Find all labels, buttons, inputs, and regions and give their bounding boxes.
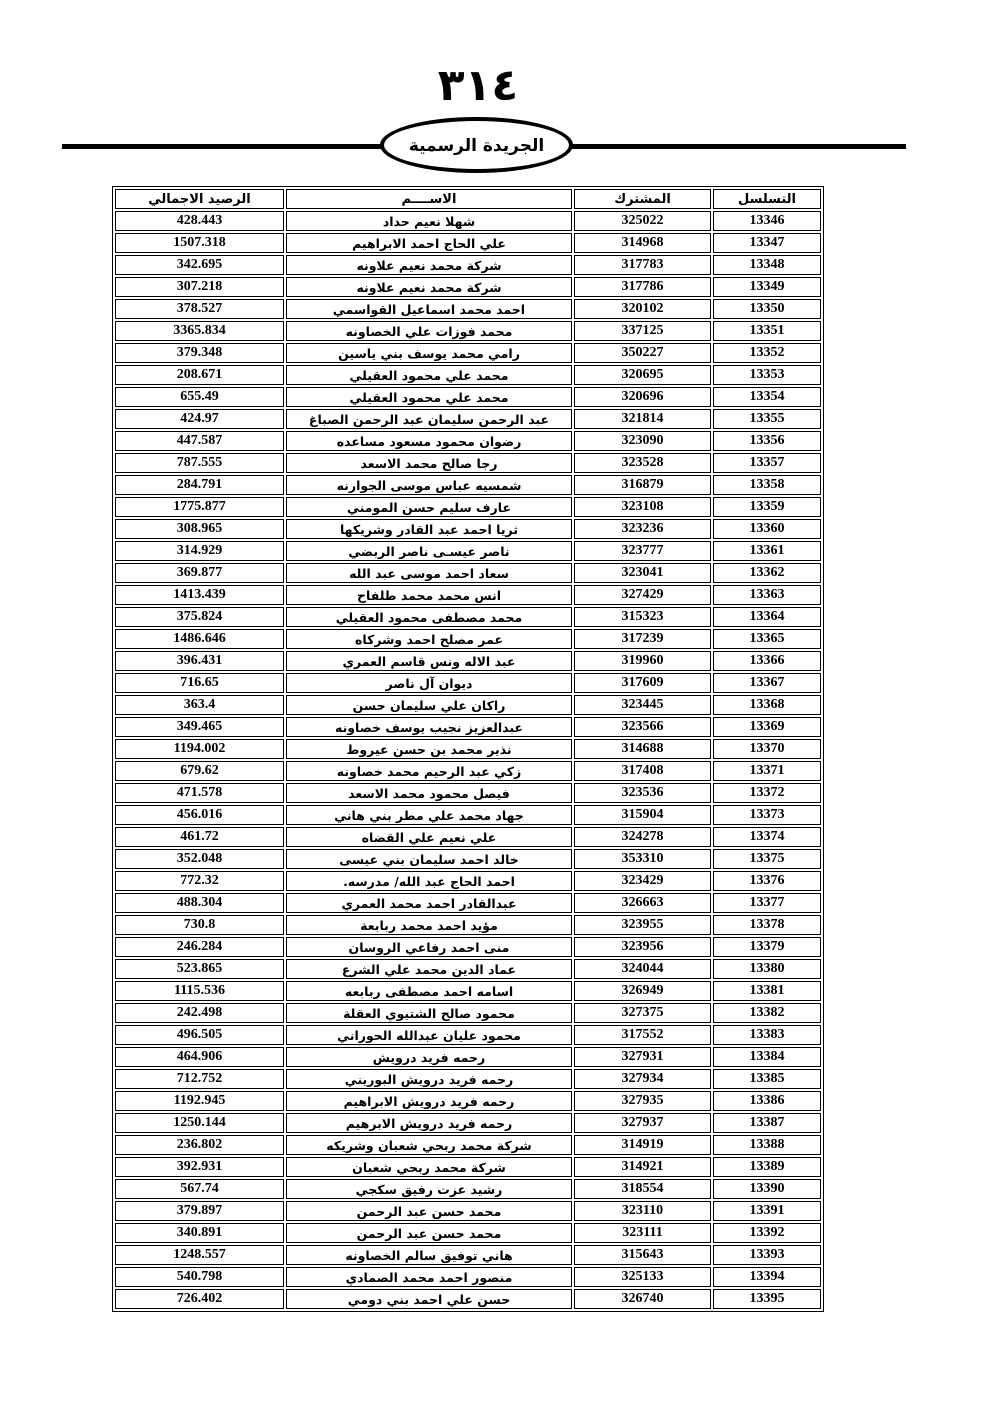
cell-subscriber: 316879 <box>574 475 711 495</box>
cell-balance: 424.97 <box>115 409 284 429</box>
cell-subscriber: 317239 <box>574 629 711 649</box>
cell-name: محمد حسن عبد الرحمن <box>286 1201 572 1221</box>
table-row <box>115 1113 821 1133</box>
cell-name: ناصر عيسـى ناصر الربضي <box>286 541 572 561</box>
cell-name: رجا صالح محمد الاسعد <box>286 453 572 473</box>
cell-serial: 13364 <box>713 607 821 627</box>
cell-subscriber: 317609 <box>574 673 711 693</box>
cell-name: حسن علي احمد بني دومي <box>286 1289 572 1309</box>
table-row <box>115 717 821 737</box>
cell-balance: 488.304 <box>115 893 284 913</box>
cell-subscriber: 318554 <box>574 1179 711 1199</box>
cell-serial: 13369 <box>713 717 821 737</box>
cell-serial: 13375 <box>713 849 821 869</box>
table-row <box>115 1289 821 1309</box>
cell-name: شركة محمد ربحي شعبان وشريكه <box>286 1135 572 1155</box>
cell-subscriber: 317783 <box>574 255 711 275</box>
cell-balance: 428.443 <box>115 211 284 231</box>
table-row <box>115 299 821 319</box>
column-header-name: الاســــم <box>286 189 572 209</box>
cell-balance: 284.791 <box>115 475 284 495</box>
cell-name: عمر مصلح احمد وشركاه <box>286 629 572 649</box>
cell-serial: 13354 <box>713 387 821 407</box>
cell-subscriber: 323955 <box>574 915 711 935</box>
cell-balance: 471.578 <box>115 783 284 803</box>
cell-balance: 716.65 <box>115 673 284 693</box>
cell-subscriber: 323429 <box>574 871 711 891</box>
cell-serial: 13380 <box>713 959 821 979</box>
cell-subscriber: 323110 <box>574 1201 711 1221</box>
cell-name: رحمه فريد درويش البوريني <box>286 1069 572 1089</box>
cell-name: سعاد احمد موسى عبد الله <box>286 563 572 583</box>
cell-serial: 13355 <box>713 409 821 429</box>
table-row <box>115 453 821 473</box>
cell-name: نذير محمد بن حسن عيروط <box>286 739 572 759</box>
cell-serial: 13376 <box>713 871 821 891</box>
cell-serial: 13365 <box>713 629 821 649</box>
cell-balance: 308.965 <box>115 519 284 539</box>
table-row <box>115 1003 821 1023</box>
cell-serial: 13358 <box>713 475 821 495</box>
cell-name: احمد محمد اسماعيل القواسمي <box>286 299 572 319</box>
cell-name: عبد الرحمن سليمان عبد الرحمن الصباغ <box>286 409 572 429</box>
cell-serial: 13392 <box>713 1223 821 1243</box>
cell-serial: 13390 <box>713 1179 821 1199</box>
table-row <box>115 673 821 693</box>
cell-serial: 13383 <box>713 1025 821 1045</box>
cell-serial: 13379 <box>713 937 821 957</box>
cell-subscriber: 327934 <box>574 1069 711 1089</box>
cell-balance: 3365.834 <box>115 321 284 341</box>
cell-balance: 349.465 <box>115 717 284 737</box>
cell-subscriber: 315643 <box>574 1245 711 1265</box>
cell-balance: 379.348 <box>115 343 284 363</box>
cell-subscriber: 327937 <box>574 1113 711 1133</box>
cell-subscriber: 323108 <box>574 497 711 517</box>
cell-subscriber: 323528 <box>574 453 711 473</box>
cell-name: علي الحاج احمد الابراهيم <box>286 233 572 253</box>
cell-name: شركة محمد ربحي شعبان <box>286 1157 572 1177</box>
table-row <box>115 607 821 627</box>
cell-balance: 375.824 <box>115 607 284 627</box>
table-row <box>115 695 821 715</box>
cell-subscriber: 323111 <box>574 1223 711 1243</box>
table-row <box>115 541 821 561</box>
cell-subscriber: 314968 <box>574 233 711 253</box>
cell-name: عماد الدين محمد علي الشرع <box>286 959 572 979</box>
cell-subscriber: 314688 <box>574 739 711 759</box>
cell-balance: 447.587 <box>115 431 284 451</box>
cell-balance: 679.62 <box>115 761 284 781</box>
cell-serial: 13372 <box>713 783 821 803</box>
cell-balance: 712.752 <box>115 1069 284 1089</box>
cell-serial: 13346 <box>713 211 821 231</box>
cell-balance: 246.284 <box>115 937 284 957</box>
table-row <box>115 849 821 869</box>
table-row <box>115 1069 821 1089</box>
table-row <box>115 1047 821 1067</box>
cell-subscriber: 324278 <box>574 827 711 847</box>
table-row <box>115 497 821 517</box>
cell-balance: 1413.439 <box>115 585 284 605</box>
cell-subscriber: 323956 <box>574 937 711 957</box>
table-row <box>115 915 821 935</box>
cell-balance: 208.671 <box>115 365 284 385</box>
cell-subscriber: 327931 <box>574 1047 711 1067</box>
cell-subscriber: 323777 <box>574 541 711 561</box>
cell-subscriber: 323236 <box>574 519 711 539</box>
cell-serial: 13350 <box>713 299 821 319</box>
cell-serial: 13349 <box>713 277 821 297</box>
cell-subscriber: 323090 <box>574 431 711 451</box>
cell-serial: 13356 <box>713 431 821 451</box>
cell-serial: 13371 <box>713 761 821 781</box>
cell-name: ديوان آل ناصر <box>286 673 572 693</box>
column-header-balance: الرصيد الاجمالي <box>115 189 284 209</box>
cell-subscriber: 323536 <box>574 783 711 803</box>
table-row <box>115 1025 821 1045</box>
cell-name: ثريا احمد عبد القادر وشريكها <box>286 519 572 539</box>
cell-serial: 13377 <box>713 893 821 913</box>
cell-balance: 726.402 <box>115 1289 284 1309</box>
cell-subscriber: 320695 <box>574 365 711 385</box>
cell-balance: 340.891 <box>115 1223 284 1243</box>
cell-balance: 496.505 <box>115 1025 284 1045</box>
cell-subscriber: 317786 <box>574 277 711 297</box>
cell-balance: 369.877 <box>115 563 284 583</box>
table-row <box>115 409 821 429</box>
cell-subscriber: 353310 <box>574 849 711 869</box>
cell-serial: 13384 <box>713 1047 821 1067</box>
cell-name: منصور احمد محمد الصمادي <box>286 1267 572 1287</box>
cell-name: رشيد عزت رفيق سكجي <box>286 1179 572 1199</box>
cell-name: هاني توفيق سالم الخصاونه <box>286 1245 572 1265</box>
table-row <box>115 1157 821 1177</box>
cell-balance: 1192.945 <box>115 1091 284 1111</box>
cell-balance: 392.931 <box>115 1157 284 1177</box>
cell-balance: 378.527 <box>115 299 284 319</box>
cell-serial: 13388 <box>713 1135 821 1155</box>
table-row <box>115 1135 821 1155</box>
cell-balance: 655.49 <box>115 387 284 407</box>
cell-serial: 13353 <box>713 365 821 385</box>
cell-balance: 396.431 <box>115 651 284 671</box>
cell-balance: 464.906 <box>115 1047 284 1067</box>
cell-balance: 456.016 <box>115 805 284 825</box>
cell-serial: 13347 <box>713 233 821 253</box>
table-row <box>115 959 821 979</box>
table-row <box>115 1223 821 1243</box>
cell-serial: 13359 <box>713 497 821 517</box>
table-row <box>115 761 821 781</box>
table-row <box>115 893 821 913</box>
column-header-subscriber: المشترك <box>574 189 711 209</box>
cell-balance: 314.929 <box>115 541 284 561</box>
cell-balance: 1115.536 <box>115 981 284 1001</box>
cell-name: احمد الحاج عبد الله/ مدرسه. <box>286 871 572 891</box>
cell-serial: 13394 <box>713 1267 821 1287</box>
cell-name: رحمه فريد درويش الابرهيم <box>286 1113 572 1133</box>
cell-serial: 13393 <box>713 1245 821 1265</box>
table-row <box>115 519 821 539</box>
table-row <box>115 1267 821 1287</box>
cell-balance: 1248.557 <box>115 1245 284 1265</box>
table-row <box>115 1179 821 1199</box>
subscribers-table <box>112 186 824 1312</box>
cell-serial: 13367 <box>713 673 821 693</box>
cell-subscriber: 315323 <box>574 607 711 627</box>
table-row <box>115 783 821 803</box>
page-number: ٣١٤ <box>437 60 519 111</box>
cell-serial: 13357 <box>713 453 821 473</box>
table-row <box>115 277 821 297</box>
table-row <box>115 233 821 253</box>
cell-balance: 1194.002 <box>115 739 284 759</box>
cell-subscriber: 323445 <box>574 695 711 715</box>
cell-name: محمد علي محمود العقيلي <box>286 387 572 407</box>
cell-serial: 13382 <box>713 1003 821 1023</box>
cell-subscriber: 319960 <box>574 651 711 671</box>
table-row <box>115 211 821 231</box>
cell-name: محمود عليان عبدالله الحوراني <box>286 1025 572 1045</box>
table-row <box>115 431 821 451</box>
table-row <box>115 1201 821 1221</box>
table-row <box>115 475 821 495</box>
cell-name: جهاد محمد علي مطر بني هاني <box>286 805 572 825</box>
cell-balance: 1775.877 <box>115 497 284 517</box>
cell-serial: 13381 <box>713 981 821 1001</box>
cell-balance: 242.498 <box>115 1003 284 1023</box>
cell-serial: 13387 <box>713 1113 821 1133</box>
cell-subscriber: 327429 <box>574 585 711 605</box>
cell-name: محمد مصطفى محمود العقيلي <box>286 607 572 627</box>
table-row <box>115 651 821 671</box>
table-row <box>115 739 821 759</box>
cell-name: منى احمد رفاعي الروسان <box>286 937 572 957</box>
table-row <box>115 827 821 847</box>
cell-serial: 13385 <box>713 1069 821 1089</box>
cell-serial: 13395 <box>713 1289 821 1309</box>
cell-name: محمد علي محمود العقيلي <box>286 365 572 385</box>
table-body <box>115 211 821 1309</box>
cell-serial: 13373 <box>713 805 821 825</box>
cell-subscriber: 325022 <box>574 211 711 231</box>
table-header-row <box>115 189 821 209</box>
cell-name: رضوان محمود مسعود مساعده <box>286 431 572 451</box>
cell-serial: 13348 <box>713 255 821 275</box>
cell-name: شمسيه عباس موسى الجوارنه <box>286 475 572 495</box>
cell-balance: 342.695 <box>115 255 284 275</box>
column-header-serial: التسلسل <box>713 189 821 209</box>
cell-subscriber: 321814 <box>574 409 711 429</box>
cell-name: زكي عبد الرحيم محمد خصاونه <box>286 761 572 781</box>
table-row <box>115 321 821 341</box>
cell-balance: 1507.318 <box>115 233 284 253</box>
cell-balance: 363.4 <box>115 695 284 715</box>
cell-subscriber: 315904 <box>574 805 711 825</box>
cell-name: علي نعيم علي القضاه <box>286 827 572 847</box>
cell-balance: 307.218 <box>115 277 284 297</box>
table-row <box>115 981 821 1001</box>
cell-serial: 13378 <box>713 915 821 935</box>
cell-serial: 13363 <box>713 585 821 605</box>
cell-serial: 13362 <box>713 563 821 583</box>
cell-balance: 461.72 <box>115 827 284 847</box>
table-row <box>115 343 821 363</box>
cell-serial: 13351 <box>713 321 821 341</box>
cell-name: مؤيد احمد محمد ربابعة <box>286 915 572 935</box>
table-row <box>115 585 821 605</box>
cell-name: رامي محمد يوسف بني ياسين <box>286 343 572 363</box>
cell-name: عبدالعزيز نجيب يوسف خصاونه <box>286 717 572 737</box>
gazette-banner-ellipse <box>380 117 573 173</box>
cell-name: انس محمد محمد طلفاح <box>286 585 572 605</box>
cell-serial: 13370 <box>713 739 821 759</box>
cell-subscriber: 314921 <box>574 1157 711 1177</box>
cell-subscriber: 323041 <box>574 563 711 583</box>
cell-subscriber: 314919 <box>574 1135 711 1155</box>
cell-name: محمد فوزات علي الخصاونه <box>286 321 572 341</box>
table-row <box>115 937 821 957</box>
cell-name: اسامه احمد مصطفى ربابعه <box>286 981 572 1001</box>
cell-subscriber: 320102 <box>574 299 711 319</box>
cell-balance: 523.865 <box>115 959 284 979</box>
cell-name: رحمه فريد درويش <box>286 1047 572 1067</box>
cell-subscriber: 337125 <box>574 321 711 341</box>
cell-subscriber: 326740 <box>574 1289 711 1309</box>
cell-subscriber: 325133 <box>574 1267 711 1287</box>
cell-subscriber: 327935 <box>574 1091 711 1111</box>
cell-subscriber: 320696 <box>574 387 711 407</box>
cell-serial: 13361 <box>713 541 821 561</box>
table-row <box>115 563 821 583</box>
cell-balance: 730.8 <box>115 915 284 935</box>
cell-name: شهلا نعيم حداد <box>286 211 572 231</box>
table-row <box>115 365 821 385</box>
table-row <box>115 387 821 407</box>
cell-name: محمد حسن عبد الرحمن <box>286 1223 572 1243</box>
cell-subscriber: 323566 <box>574 717 711 737</box>
table-row <box>115 255 821 275</box>
cell-balance: 567.74 <box>115 1179 284 1199</box>
cell-name: عبد الاله ونس قاسم العمري <box>286 651 572 671</box>
cell-serial: 13366 <box>713 651 821 671</box>
cell-serial: 13386 <box>713 1091 821 1111</box>
cell-balance: 787.555 <box>115 453 284 473</box>
table-row <box>115 1091 821 1111</box>
cell-name: خالد احمد سليمان بني عيسى <box>286 849 572 869</box>
cell-subscriber: 317552 <box>574 1025 711 1045</box>
cell-balance: 1486.646 <box>115 629 284 649</box>
gazette-banner-title: الجريدة الرسمية <box>408 136 545 156</box>
cell-balance: 236.802 <box>115 1135 284 1155</box>
cell-balance: 1250.144 <box>115 1113 284 1133</box>
cell-serial: 13389 <box>713 1157 821 1177</box>
cell-name: عبدالقادر احمد محمد العمري <box>286 893 572 913</box>
table-row <box>115 871 821 891</box>
cell-subscriber: 324044 <box>574 959 711 979</box>
cell-subscriber: 326949 <box>574 981 711 1001</box>
cell-serial: 13391 <box>713 1201 821 1221</box>
cell-subscriber: 350227 <box>574 343 711 363</box>
cell-balance: 379.897 <box>115 1201 284 1221</box>
cell-name: فيصل محمود محمد الاسعد <box>286 783 572 803</box>
cell-name: محمود صالح الشتيوي العقلة <box>286 1003 572 1023</box>
cell-name: عارف سليم حسن المومني <box>286 497 572 517</box>
table-row <box>115 805 821 825</box>
table-row <box>115 629 821 649</box>
cell-serial: 13360 <box>713 519 821 539</box>
cell-subscriber: 317408 <box>574 761 711 781</box>
cell-balance: 352.048 <box>115 849 284 869</box>
cell-name: شركة محمد نعيم علاونه <box>286 255 572 275</box>
cell-name: رحمه فريد درويش الابراهيم <box>286 1091 572 1111</box>
cell-balance: 772.32 <box>115 871 284 891</box>
cell-name: راكان علي سليمان حسن <box>286 695 572 715</box>
cell-name: شركة محمد نعيم علاونه <box>286 277 572 297</box>
cell-serial: 13374 <box>713 827 821 847</box>
cell-subscriber: 327375 <box>574 1003 711 1023</box>
table-row <box>115 1245 821 1265</box>
cell-balance: 540.798 <box>115 1267 284 1287</box>
cell-subscriber: 326663 <box>574 893 711 913</box>
cell-serial: 13352 <box>713 343 821 363</box>
cell-serial: 13368 <box>713 695 821 715</box>
